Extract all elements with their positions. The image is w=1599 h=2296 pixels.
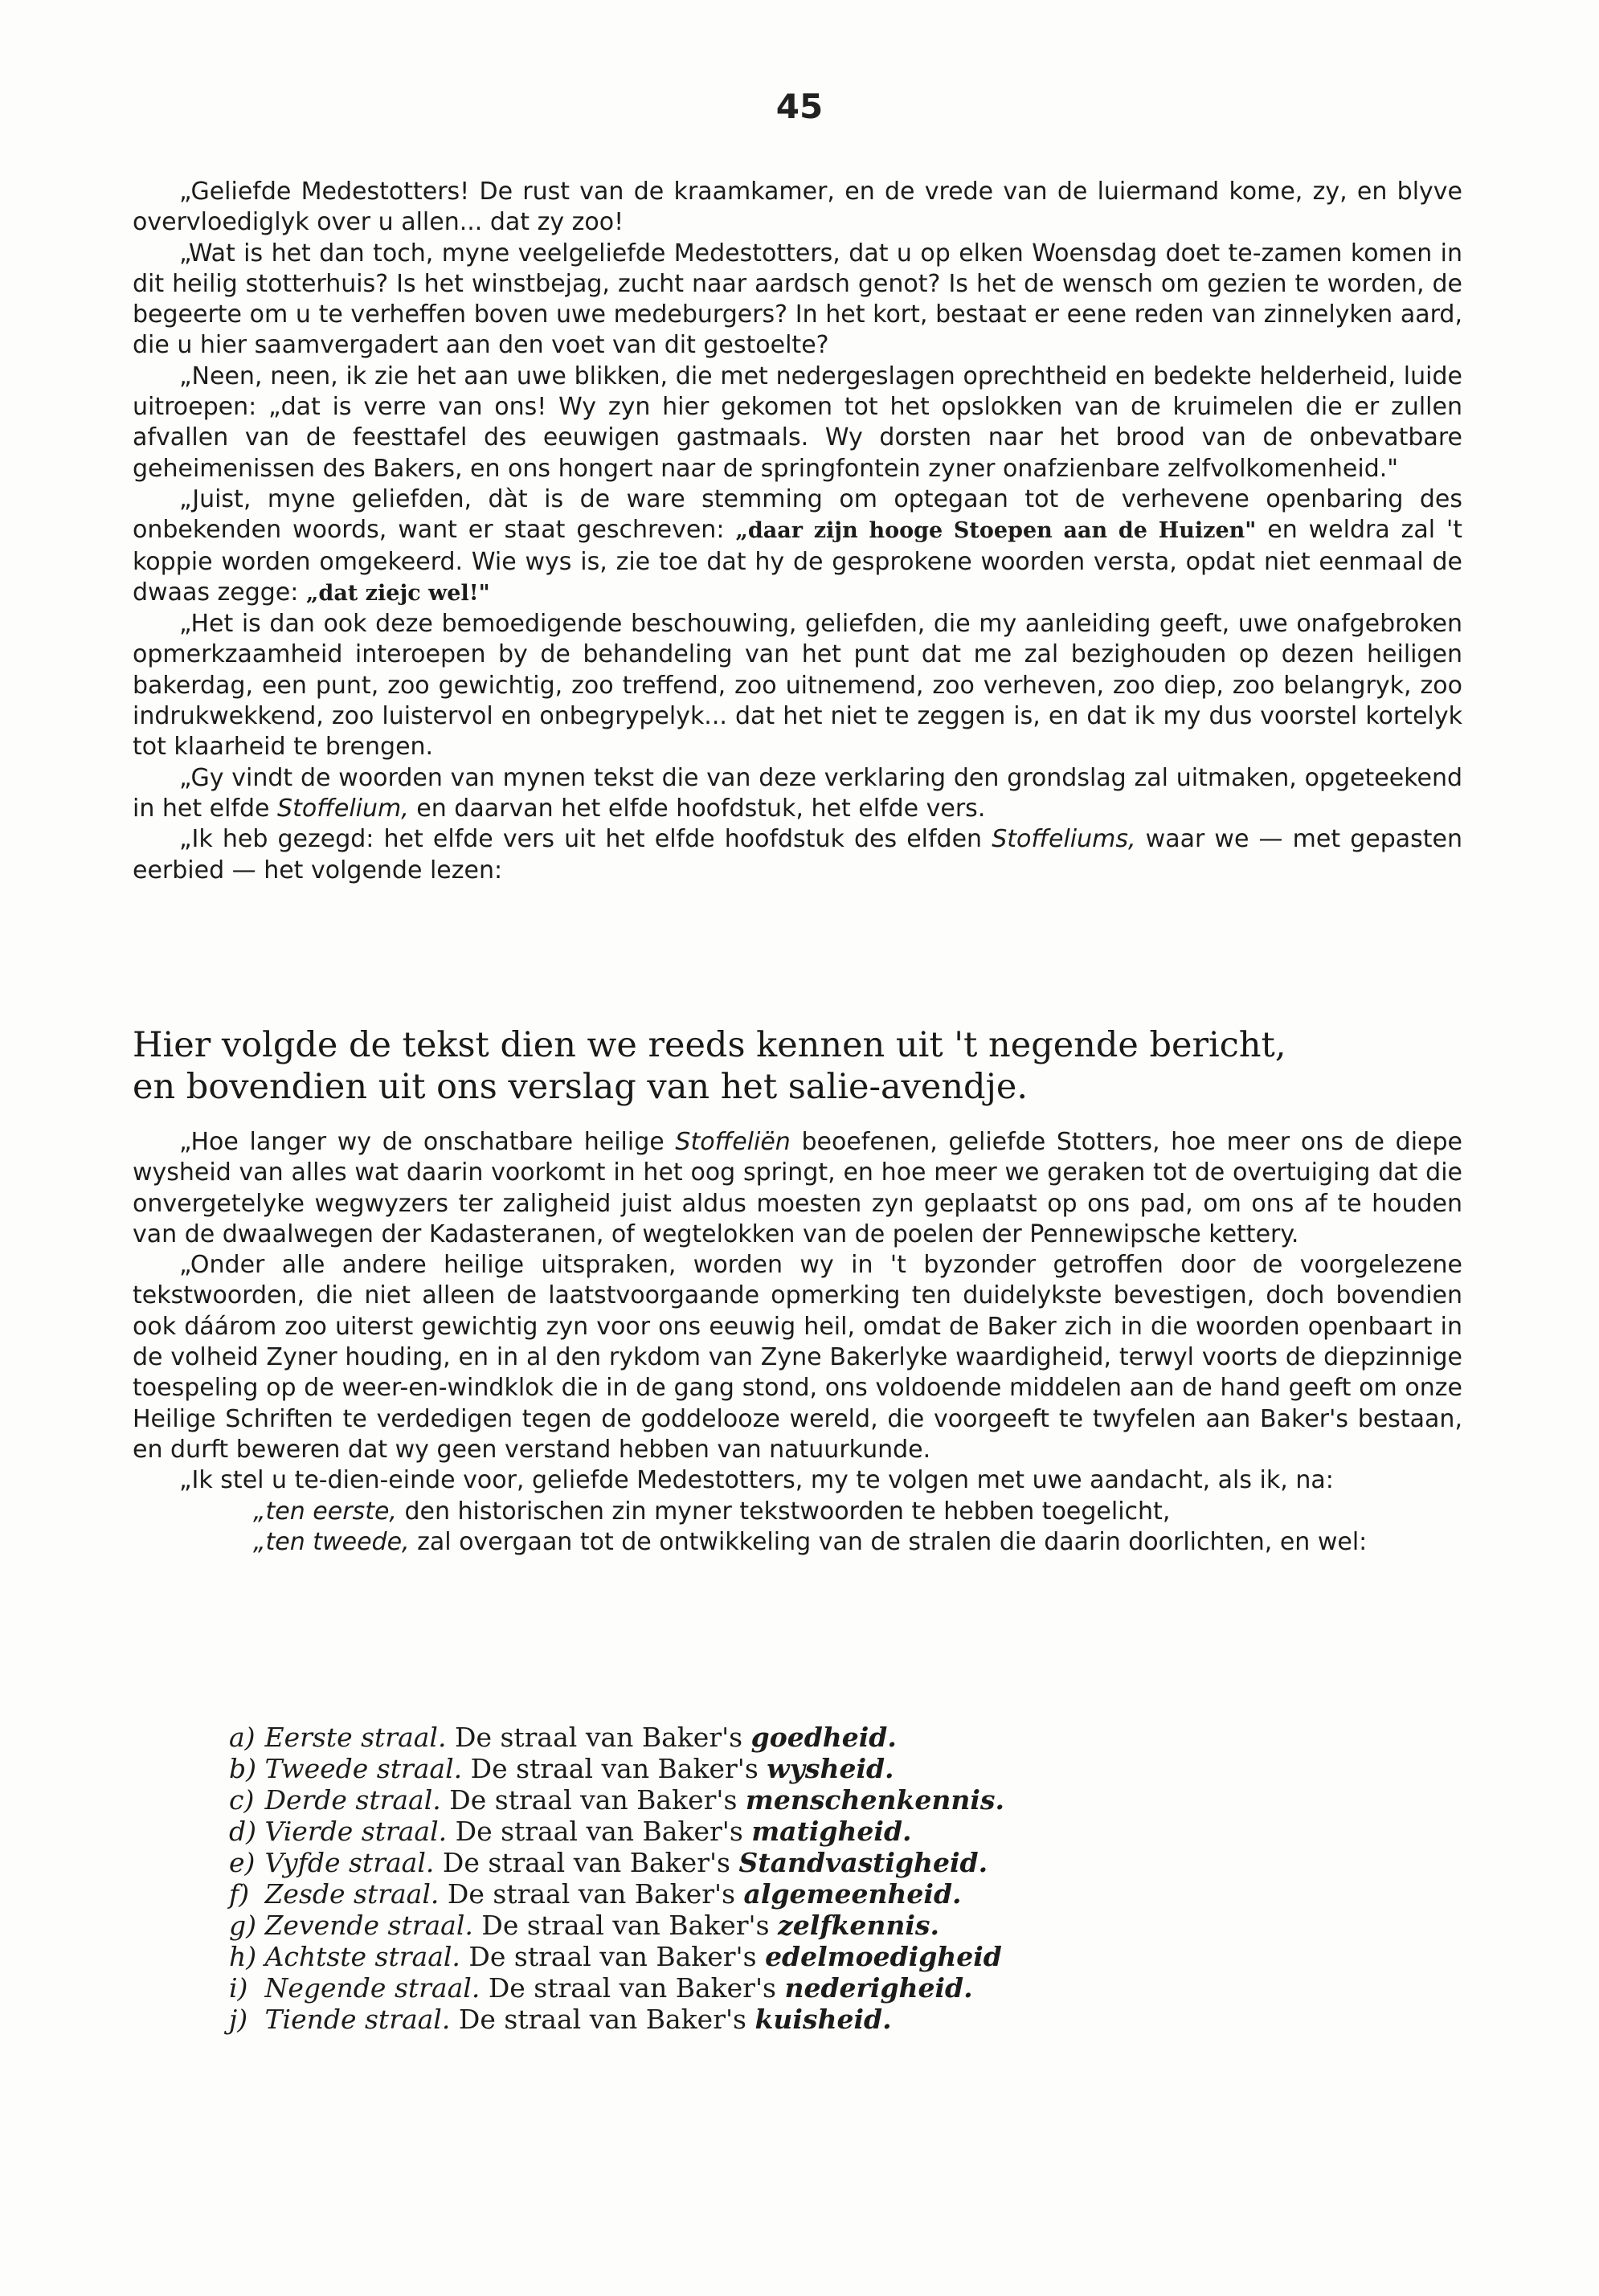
outline-marker: „ten tweede, xyxy=(253,1527,410,1556)
outline-item xyxy=(133,1527,1462,1558)
ray-letter: h) xyxy=(229,1941,257,1972)
ray-item xyxy=(229,1878,1354,1910)
emphasis: Stoffeliën xyxy=(675,1128,791,1156)
paragraph: „Neen, neen, ik zie het aan uwe blikken, die met nedergeslagen oprechtheid en bedekte helderheid, luide uitroepen: „dat is verre van ons! Wy zyn hier gekomen tot het opslokken van de kruimelen die er zullen afvallen van de feesttafel des eeuwigen gastmaals. Wy dorsten naar het brood van de onbevatbare geheimenissen des Bakers, en ons hongert naar de springfontein zyner onafzienbare zelfvolkomenheid." xyxy=(133,362,1462,483)
ray-label: Zevende straal. xyxy=(264,1910,473,1941)
ray-label: Tiende straal. xyxy=(264,2004,451,2035)
ray-quality: algemeenheid. xyxy=(743,1878,962,1910)
paragraph-text: „Juist, myne geliefden, dàt is de ware stemming om optegaan tot de verhevene openbaring des onbekenden woords, want er staat geschreven: xyxy=(133,484,1462,545)
ray-label: Tweede straal. xyxy=(264,1753,463,1784)
paragraph-ik xyxy=(133,824,1462,886)
paragraph: „Ik stel u te-dien-einde voor, geliefde Medestotters, my te volgen met uwe aandacht, als ik, na: xyxy=(179,1466,1334,1495)
ray-letter: j) xyxy=(229,2004,248,2035)
sermon-text-bottom xyxy=(133,1127,1462,1558)
outline-item xyxy=(133,1497,1462,1527)
ray-letter: c) xyxy=(229,1784,255,1816)
ray-item xyxy=(229,2004,1354,2035)
ray-quality: kuisheid. xyxy=(755,2004,892,2035)
outline-text: den historischen zin myner tekstwoorden te hebben toegelicht, xyxy=(396,1497,1171,1526)
ray-text: De straal van Baker's xyxy=(442,1847,730,1878)
ray-quality: wysheid. xyxy=(767,1753,894,1784)
paragraph-text: „Ik heb gezegd: het elfde vers uit het elfde hoofdstuk des elfden xyxy=(179,825,992,854)
ray-item xyxy=(229,1816,1354,1847)
ray-text: De straal van Baker's xyxy=(488,1972,776,2004)
ray-label: Negende straal. xyxy=(264,1972,481,2004)
paragraph: „Geliefde Medestotters! De rust van de kraamkamer, en de vrede van de luiermand kome, zy, en blyve overvloediglyk over u allen... dat zy zoo! xyxy=(133,178,1462,237)
ray-quality: Standvastigheid. xyxy=(738,1847,988,1878)
paragraph-juist xyxy=(133,484,1462,609)
ray-label: Vierde straal. xyxy=(264,1816,448,1847)
ray-text: De straal van Baker's xyxy=(470,1753,759,1784)
ray-item xyxy=(229,1847,1354,1878)
paragraph-gy xyxy=(133,763,1462,825)
paragraph-text: waar we — met gepasten eerbied — het volgende lezen: xyxy=(133,825,1462,884)
ray-letter: g) xyxy=(229,1910,256,1941)
ray-text: De straal van Baker's xyxy=(454,1722,743,1753)
ray-quality: zelfkennis. xyxy=(778,1910,939,1941)
ray-item xyxy=(229,1941,1354,1972)
ray-item xyxy=(229,1722,1354,1753)
ray-letter: i) xyxy=(229,1972,248,2004)
ray-label: Derde straal. xyxy=(264,1784,441,1816)
ray-item xyxy=(229,1910,1354,1941)
ray-letter: d) xyxy=(229,1816,256,1847)
blackletter-quote: „daar zijn hooge Stoepen aan de Huizen" xyxy=(735,518,1257,544)
ray-text: De straal van Baker's xyxy=(481,1910,770,1941)
editorial-note-line: en bovendien uit ons verslag van het salie-avendje. xyxy=(133,1067,1029,1107)
ray-letter: f) xyxy=(229,1878,250,1910)
paragraph-text: en weldra zal 't koppie worden omgekeerd. Wie wys is, zie toe dat hy de gesprokene woorden versta, opdat niet eenmaal de dwaas zegge: xyxy=(133,516,1462,607)
paragraph-text: „Gy vindt de woorden van mynen tekst die van deze verklaring den grondslag zal uitmaken, opgeteekend in het elfde xyxy=(133,763,1462,823)
sermon-text-top xyxy=(133,177,1462,886)
ray-quality: nederigheid. xyxy=(784,1972,973,2004)
outline-text: zal overgaan tot de ontwikkeling van de stralen die daarin doorlichten, en wel: xyxy=(409,1527,1368,1556)
paragraph-text: en daarvan het elfde hoofdstuk, het elfde vers. xyxy=(408,794,986,823)
paragraph-hoe xyxy=(133,1127,1462,1250)
blackletter-quote: „dat ziejc wel!" xyxy=(305,580,490,606)
outline-marker: „ten eerste, xyxy=(253,1497,397,1526)
ray-quality: menschenkennis. xyxy=(745,1784,1004,1816)
emphasis: Stoffelium, xyxy=(277,794,409,823)
paragraph: „Wat is het dan toch, myne veelgeliefde Medestotters, dat u op elken Woensdag doet te-zamen komen in dit heilig stotterhuis? Is het winstbejag, zucht naar aardsch genot? Is het de wensch om gezien te worden, de begeerte om u te verheffen boven uwe medeburgers? In het kort, bestaat er eene reden van zinnelyken aard, die u hier saamvergadert aan den voet van dit gestoelte? xyxy=(133,239,1462,360)
ray-label: Achtste straal. xyxy=(264,1941,460,1972)
ray-item xyxy=(229,1753,1354,1784)
paragraph: „Onder alle andere heilige uitspraken, worden wy in 't byzonder getroffen door de voorgelezene tekstwoorden, die niet alleen de laatstvoorgaande opmerking ten duidelykste bevestigen, doch bovendien ook dáárom zoo uiterst gewichtig zyn voor ons eeuwig heil, omdat de Baker zich in die woorden openbaart in de volheid Zyner houding, en in al den rykdom van Zyne Bakerlyke waardigheid, terwyl voorts de diepzinnige toespeling op de weer-en-windklok die in de gang stond, ons voldoende middelen aan de hand geeft om onze Heilige Schriften te verdedigen tegen de goddelooze wereld, die voorgeeft te twyfelen aan Baker's bestaan, en durft beweren dat wy geen verstand hebben van natuurkunde. xyxy=(133,1251,1462,1464)
ray-quality: edelmoedigheid xyxy=(765,1941,1002,1972)
editorial-note xyxy=(133,1024,1462,1108)
page-number: 45 xyxy=(775,87,824,126)
ray-text: De straal van Baker's xyxy=(455,1816,743,1847)
ray-text: De straal van Baker's xyxy=(458,2004,746,2035)
ray-quality: matigheid. xyxy=(751,1816,912,1847)
paragraph: „Het is dan ook deze bemoedigende beschouwing, geliefden, die my aanleiding geeft, uwe onafgebroken opmerkzaamheid interoepen by de behandeling van het punt dat me zal bezighouden op dezen heiligen bakerdag, een punt, zoo gewichtig, zoo treffend, zoo uitnemend, zoo verheven, zoo diep, zoo belangryk, zoo indrukwekkend, zoo luistervol en onbegrypelyk... dat het niet te zeggen is, en dat ik my dus voorstel kortelyk tot klaarheid te brengen. xyxy=(133,610,1462,762)
ray-text: De straal van Baker's xyxy=(449,1784,738,1816)
editorial-note-line: Hier volgde de tekst dien we reeds kennen uit 't negende bericht, xyxy=(133,1025,1286,1065)
rays-list xyxy=(229,1722,1354,2035)
ray-text: De straal van Baker's xyxy=(447,1878,736,1910)
paragraph-text: „Hoe langer wy de onschatbare heilige xyxy=(179,1128,676,1156)
ray-letter: a) xyxy=(229,1722,256,1753)
ray-letter: e) xyxy=(229,1847,256,1878)
ray-item xyxy=(229,1972,1354,2004)
ray-text: De straal van Baker's xyxy=(468,1941,757,1972)
ray-item xyxy=(229,1784,1354,1816)
ray-label: Zesde straal. xyxy=(264,1878,440,1910)
ray-label: Vyfde straal. xyxy=(264,1847,435,1878)
emphasis: Stoffeliums, xyxy=(992,825,1136,854)
paragraph-text: beoefenen, geliefde Stotters, hoe meer ons de diepe wysheid van alles wat daarin voorkomt in het oog springt, en hoe meer we geraken tot de overtuiging dat die onvergetelyke wegwyzers ter zaligheid juist aldus moesten zyn geplaatst op ons pad, om ons af te houden van de dwaalwegen der Kadasteranen, of wegtelokken van de poelen der Pennewipsche kettery. xyxy=(133,1128,1462,1248)
ray-label: Eerste straal. xyxy=(264,1722,447,1753)
ray-quality: goedheid. xyxy=(750,1722,897,1753)
ray-letter: b) xyxy=(229,1753,256,1784)
